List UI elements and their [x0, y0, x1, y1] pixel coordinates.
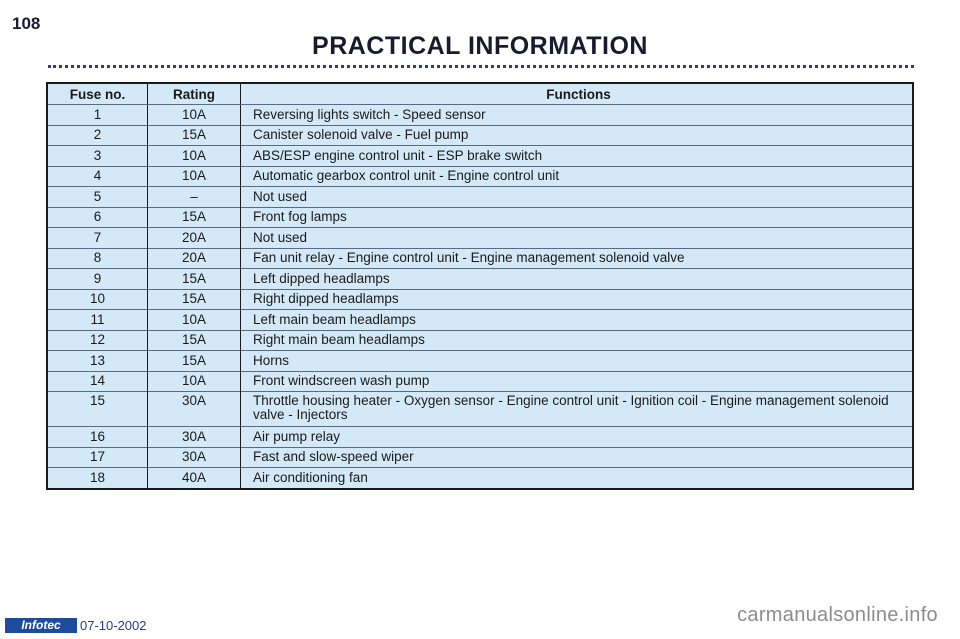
table-row: [47, 392, 913, 427]
function-cell: Fast and slow-speed wiper: [241, 447, 914, 468]
function-cell: Front windscreen wash pump: [241, 371, 914, 392]
fuse-number-cell: 11: [47, 310, 148, 331]
function-cell: Fan unit relay - Engine control unit - Engine management solenoid valve: [241, 248, 914, 269]
table-row: [47, 310, 913, 331]
rating-cell: 10A: [148, 371, 241, 392]
rating-cell: 30A: [148, 427, 241, 448]
fuse-number-cell: 5: [47, 187, 148, 208]
page-title: PRACTICAL INFORMATION: [312, 32, 648, 60]
table-row: [47, 207, 913, 228]
table-row: [47, 125, 913, 146]
fuse-number-cell: 18: [47, 468, 148, 489]
rating-cell: 10A: [148, 166, 241, 187]
function-cell: ABS/ESP engine control unit - ESP brake switch: [241, 146, 914, 167]
fuse-table: [46, 82, 914, 490]
fuse-number-cell: 15: [47, 392, 148, 427]
rating-cell: 20A: [148, 248, 241, 269]
rating-cell: 15A: [148, 351, 241, 372]
header-rating: Rating: [148, 83, 241, 105]
fuse-number-cell: 4: [47, 166, 148, 187]
fuse-number-cell: 12: [47, 330, 148, 351]
footer-date: 07-10-2002: [80, 618, 147, 633]
table-row: [47, 248, 913, 269]
rating-cell: 15A: [148, 125, 241, 146]
table-row: [47, 166, 913, 187]
header-functions: Functions: [241, 83, 914, 105]
function-cell: Reversing lights switch - Speed sensor: [241, 105, 914, 126]
rating-cell: 15A: [148, 289, 241, 310]
header-fuse-no: Fuse no.: [47, 83, 148, 105]
table-row: [47, 146, 913, 167]
table-row: [47, 351, 913, 372]
rating-cell: 15A: [148, 207, 241, 228]
title-divider: [48, 65, 914, 68]
watermark: carmanualsonline.info: [737, 604, 938, 626]
function-cell: Right dipped headlamps: [241, 289, 914, 310]
fuse-number-cell: 9: [47, 269, 148, 290]
fuse-table-body: [47, 105, 913, 489]
table-row: [47, 330, 913, 351]
table-row: [47, 447, 913, 468]
rating-cell: 30A: [148, 392, 241, 427]
fuse-number-cell: 10: [47, 289, 148, 310]
table-row: [47, 187, 913, 208]
table-row: [47, 269, 913, 290]
fuse-number-cell: 6: [47, 207, 148, 228]
function-cell: Not used: [241, 187, 914, 208]
rating-cell: 30A: [148, 447, 241, 468]
rating-cell: 10A: [148, 146, 241, 167]
function-cell: Not used: [241, 228, 914, 249]
fuse-number-cell: 17: [47, 447, 148, 468]
page-number: 108: [12, 14, 41, 33]
rating-cell: –: [148, 187, 241, 208]
infotec-logo: Infotec: [5, 618, 77, 633]
rating-cell: 20A: [148, 228, 241, 249]
rating-cell: 15A: [148, 330, 241, 351]
table-row: [47, 105, 913, 126]
table-row: [47, 468, 913, 489]
table-row: [47, 371, 913, 392]
function-cell: Automatic gearbox control unit - Engine control unit: [241, 166, 914, 187]
rating-cell: 15A: [148, 269, 241, 290]
rating-cell: 10A: [148, 105, 241, 126]
function-cell: Front fog lamps: [241, 207, 914, 228]
function-cell: Left dipped headlamps: [241, 269, 914, 290]
fuse-number-cell: 3: [47, 146, 148, 167]
table-row: [47, 228, 913, 249]
rating-cell: 40A: [148, 468, 241, 489]
function-cell: Canister solenoid valve - Fuel pump: [241, 125, 914, 146]
fuse-number-cell: 7: [47, 228, 148, 249]
function-cell: Left main beam headlamps: [241, 310, 914, 331]
fuse-number-cell: 2: [47, 125, 148, 146]
fuse-number-cell: 8: [47, 248, 148, 269]
fuse-number-cell: 16: [47, 427, 148, 448]
function-cell: Horns: [241, 351, 914, 372]
function-cell: Right main beam headlamps: [241, 330, 914, 351]
table-row: [47, 427, 913, 448]
fuse-number-cell: 1: [47, 105, 148, 126]
fuse-number-cell: 13: [47, 351, 148, 372]
function-cell: Air conditioning fan: [241, 468, 914, 489]
table-row: [47, 289, 913, 310]
table-header-row: [47, 83, 913, 105]
rating-cell: 10A: [148, 310, 241, 331]
function-cell: Throttle housing heater - Oxygen sensor - Engine control unit - Ignition coil - Engine management solenoid valve - Injectors: [241, 392, 914, 427]
function-cell: Air pump relay: [241, 427, 914, 448]
fuse-number-cell: 14: [47, 371, 148, 392]
